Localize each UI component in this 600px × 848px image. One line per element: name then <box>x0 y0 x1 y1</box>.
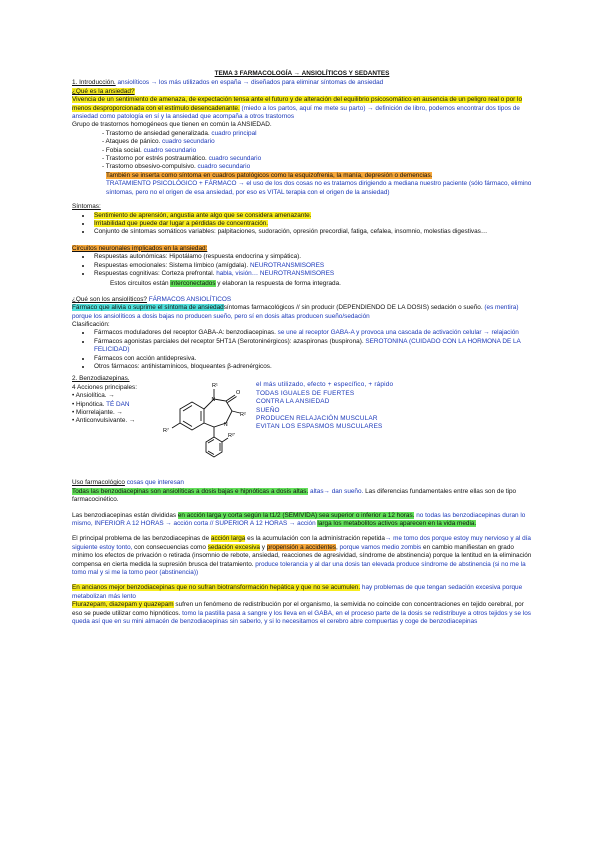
ansioliticos-heading-line <box>72 296 532 304</box>
circuito-text: Respuestas autonómicas: Hipotálamo (respuesta endocrina y simpática). <box>94 253 302 261</box>
clasificacion-item <box>92 329 532 337</box>
trastorno-text: - Trastorno obsesivo-compulsivo. <box>102 163 198 171</box>
trastorno-note: cuadro principal <box>211 129 257 137</box>
circuitos-list <box>72 253 532 278</box>
ansioliticos-highlight: Fármaco que alivia o suprime el síntoma de ansiedad <box>72 304 224 312</box>
mol-label-r2p: R²' <box>228 433 235 440</box>
sintoma-text: Sentimiento de aprensión, angustia ante algo que se considera amenazante. <box>94 211 312 219</box>
document-title: TEMA 3 FARMACOLOGÍA → ANSIOLÍTICOS Y SEDANTES <box>214 70 390 77</box>
uso-note: no todas las benzodiacepinas duran lo mismo, INFERIOR A 12 HORAS → acción corta // SUPERIOR A 12 HORAS → acción <box>72 511 526 528</box>
efecto-item: CONTRA LA ANSIEDAD <box>256 398 330 406</box>
accion-note: TÉ DAN <box>106 400 130 408</box>
uso-note: → me tomo dos porque estoy muy nervioso y al día siguiente estoy tonto, <box>72 535 531 551</box>
trastorno-item <box>72 138 532 146</box>
uso-text: es la acumulación con la administración repetida <box>245 535 385 543</box>
ansioliticos-heading: ¿Qué son los ansiolíticos? <box>72 295 147 303</box>
acciones-title: 4 Acciones principales: <box>72 383 138 391</box>
uso-note: produce tolerancia y al dar una dosis tan elevada produce síndrome de abstinencia (si no me la tomo mal y si me la tomo peor (abstinencia)) <box>72 560 526 577</box>
benzo-acciones <box>72 375 152 471</box>
clasificacion-text: Fármacos con acción antidepresiva. <box>94 354 197 362</box>
benzodiazepinas-section <box>72 375 532 471</box>
circuito-item <box>92 270 532 278</box>
circuitos-text: y elaboran la respuesta de forma integrada. <box>215 280 341 288</box>
mol-label-r1: R¹ <box>212 383 218 390</box>
uso-highlight: acción larga <box>210 535 246 543</box>
que-es-heading: ¿Qué es la ansiedad? <box>72 87 135 95</box>
circuitos-conclusion <box>72 280 532 288</box>
intro-heading: 1. Introducción. <box>72 79 116 87</box>
trastorno-text: - Fobia social. <box>102 146 144 154</box>
uso-paragraph-1 <box>72 488 532 505</box>
circuito-note: habla, visión… NEUROTRANSMISORES <box>216 269 335 277</box>
circuitos-highlight: interconectados <box>170 280 216 288</box>
trastorno-note: cuadro secundario <box>208 155 262 163</box>
efectos-title: el más utilizado, efecto + específico, + rápido <box>256 381 394 389</box>
sintomas-list <box>72 212 532 237</box>
ansioliticos-text: síntomas farmacológicos // sin producir (DEPENDIENDO DE LA DOSIS) sedación o sueño. <box>223 304 483 312</box>
trastorno-item <box>72 163 532 171</box>
uso-note: tomo la pastilla pasa a sangre y los lleva en el GABA, en el proceso parte de la dosis se redistribuye a otros tejidos y se los queda así que en su mini almacén de benzodiacepinas sin saberlo, y si lo necesitamos el cerebro abre compuertas y coge de benzodiacepinas <box>72 609 531 626</box>
mol-label-n1: N <box>211 397 216 404</box>
intro-line <box>72 79 532 87</box>
clasificacion-list <box>72 329 532 371</box>
clasificacion-item <box>92 363 532 371</box>
uso-highlight: larga los metabolitos activos aparecen en la vida media. <box>317 520 477 528</box>
grupo-trastornos: Grupo de trastornos homogéneos que tienen en común la ANSIEDAD. <box>72 121 272 129</box>
accion-item: • Anticonvulsivante. → <box>72 417 136 425</box>
uso-highlight: Flurazepam, diazepam y quazepam <box>72 601 174 609</box>
uso-heading: Uso farmacológico <box>72 479 125 487</box>
uso-text: y <box>259 543 267 551</box>
trastorno-item <box>72 155 532 163</box>
uso-text: El principal problema de las benzodiacepinas de <box>72 535 211 543</box>
mol-label-n4: N <box>224 422 228 429</box>
ansioliticos-note: (es mentira) porque los ansiolíticos a dosis bajas no producen sueño, pero sí en dosis altas producen sueño/sedación <box>72 304 519 320</box>
efecto-item: SUEÑO <box>256 406 280 414</box>
trastorno-note: cuadro secundario <box>162 138 215 146</box>
uso-paragraph-3 <box>72 535 532 577</box>
uso-highlight: en acción larga y corta según la t1/2 (SEMIVIDA) sea superior o inferior a 12 horas. <box>177 511 415 519</box>
uso-paragraph-5 <box>72 601 532 626</box>
uso-paragraph-4 <box>72 584 532 601</box>
sintomas-heading: Síntomas: <box>72 203 101 211</box>
circuitos-heading-line <box>72 245 532 253</box>
circuitos-text: Estos circuitos están <box>110 280 171 288</box>
trastorno-item <box>72 147 532 155</box>
efecto-item: PRODUCEN RELAJACIÓN MUSCULAR <box>256 415 378 423</box>
clasificacion-text: Otros fármacos: antihistamínicos, bloqueantes β-adrenérgicos. <box>94 363 272 370</box>
circuito-text: Respuestas emocionales: Sistema límbico (amígdala). <box>94 261 250 269</box>
tambien-highlight: También se inserta como síntoma en cuadros patológicos como la esquizofrenia, la manía, depresión o demencias. <box>106 171 433 179</box>
sintoma-item <box>92 212 532 220</box>
accion-text: • Hipnótica. <box>72 400 107 408</box>
ansioliticos-heading-note: FÁRMACOS ANSIOLÍTICOS <box>146 295 232 303</box>
clasificacion-item <box>92 355 532 363</box>
clasificacion-text: Fármacos moduladores del receptor GABA-A: benzodiacepinas. <box>94 329 278 337</box>
intro-note: ansiolíticos → los más utilizados en españa → diseñados para eliminar síntomas de ansiedad <box>115 79 384 87</box>
uso-text: Las diferencias fundamentales entre ellas son de tipo farmacocinético. <box>72 487 517 504</box>
uso-note: porque vamos medio zombis <box>339 543 422 551</box>
uso-text: , <box>335 543 340 551</box>
uso-note: altas→ dan sueño. <box>308 487 364 495</box>
definition-note: (miedo a los partos, aquí me mete su parto) → definición de libro, podemos encontrar dos tipos de ansiedad como patología en sí y la ansiedad que acompaña a otros trastornos <box>72 104 520 121</box>
benzo-efectos <box>256 375 393 471</box>
trastornos-list <box>72 130 532 172</box>
ansioliticos-definition <box>72 304 532 321</box>
uso-highlight: propensión a accidentes <box>266 543 336 551</box>
clasificacion-item <box>92 338 532 355</box>
circuito-text: Respuestas cognitivas: Corteza prefrontal. <box>94 269 217 277</box>
definition-highlight: Vivencia de un sentimiento de amenaza, de expectación tensa ante el futuro y de alteración del equilibrio psicosomático en ausencia de un peligro real o por lo menos desproporcionada con el estímulo desencadenante. <box>72 96 522 112</box>
clasificacion-heading: Clasificación: <box>72 320 110 328</box>
ansiedad-definition <box>72 96 532 121</box>
uso-highlight: Todas las benzodiacepinas son ansiolíticas a dosis bajas e hipnóticas a dosis altas. <box>72 487 309 495</box>
clasificacion-note: SEROTONINA (CUIDADO CON LA HORMONA DE LA FELICIDAD) <box>94 337 521 354</box>
sintoma-text: Irritabilidad que puede dar lugar a pérdidas de concentración. <box>94 219 269 227</box>
mol-label-r7: R⁷ <box>163 428 169 435</box>
accion-item: • Miorrelajante. → <box>72 409 123 417</box>
mol-label-r2: R² <box>240 412 246 419</box>
clasificacion-text: Fármacos agonistas parciales del receptor 5HT1A (Serotoninérgicos): azaspironas (buspirona). <box>94 337 366 345</box>
tratamiento-note: TRATAMIENTO PSICOLÓGICO + FÁRMACO → el uso de los dos cosas no es tratamos dirigiendo a mediana nuestro paciente (sólo fármaco, elimino síntomas, pero no el origen de esa ansiedad, por eso es VITAL terapia con el origen de la ansiedad) <box>106 180 532 196</box>
accion-item <box>72 401 152 409</box>
uso-heading-note: cosas que interesan <box>124 479 184 487</box>
trastorno-text: - Ataques de pánico. <box>102 138 163 146</box>
accion-item: • Ansiolítica. → <box>72 392 115 400</box>
efecto-item: TODAS IGUALES DE FUERTES <box>256 389 355 397</box>
uso-text: sufren un fenómeno de redistribución por el organismo, la semivida no coincide con concentraciones en tejido cerebral, por eso se puede utilizar como hipnóticos. <box>72 601 524 617</box>
trastorno-text: - Trastorno por estrés postraumático. <box>102 155 209 163</box>
sintoma-item <box>92 228 532 236</box>
uso-highlight: En ancianos mejor benzodiacepinas que no sufran biotransformación hepática y que no se acumulen. <box>72 584 361 592</box>
uso-note: hay problemas de que tengan sedación excesiva porque metabolizan más lento <box>72 584 523 600</box>
uso-text: Las benzodiacepinas están divididas <box>72 511 178 519</box>
clasificacion-note: se une al receptor GABA-A y provoca una cascada de activación celular → relajación <box>277 329 519 337</box>
uso-heading-line <box>72 479 532 487</box>
circuito-item <box>92 262 532 270</box>
document-page <box>72 70 532 627</box>
trastorno-item <box>72 130 532 138</box>
uso-highlight: sedación excesiva <box>207 543 260 551</box>
sintoma-text: Conjunto de síntomas somáticos variables: palpitaciones, sudoración, opresión precordial, fatiga, cefalea, insomnio, molestias digestivas… <box>94 228 488 236</box>
circuitos-heading: Circuitos neuronales implicados en la ansiedad: <box>72 244 208 252</box>
sintoma-item <box>92 220 532 228</box>
uso-text: en cambio manifiestan en grado mínimo los efectos de privación o retirada (insomnio de rebote, ansiedad, reacciones de agresividad, síndrome de abstinencia) porque la lentitud en la eliminación compensa en cierta medida la supresión brusca del tratamiento. <box>72 543 532 568</box>
benzodiazepine-structure-diagram <box>162 375 250 461</box>
circuito-note: NEUROTRANSMISORES <box>249 261 325 269</box>
uso-text: con consecuencias como <box>132 543 208 551</box>
benzo-heading: 2. Benzodiazepinas. <box>72 375 130 383</box>
diazepine-ring <box>204 399 232 427</box>
uso-paragraph-2 <box>72 512 532 529</box>
benzene-ring <box>180 402 204 430</box>
trastorno-note: cuadro secundario <box>197 163 251 171</box>
que-es-ansiedad <box>72 88 532 96</box>
circuito-item <box>92 253 532 261</box>
mol-label-o: O <box>236 390 241 397</box>
trastorno-text: - Trastorno de ansiedad generalizada. <box>102 129 212 137</box>
trastorno-note: cuadro secundario <box>143 146 197 154</box>
efecto-item: EVITAN LOS ESPASMOS MUSCULARES <box>256 423 383 431</box>
